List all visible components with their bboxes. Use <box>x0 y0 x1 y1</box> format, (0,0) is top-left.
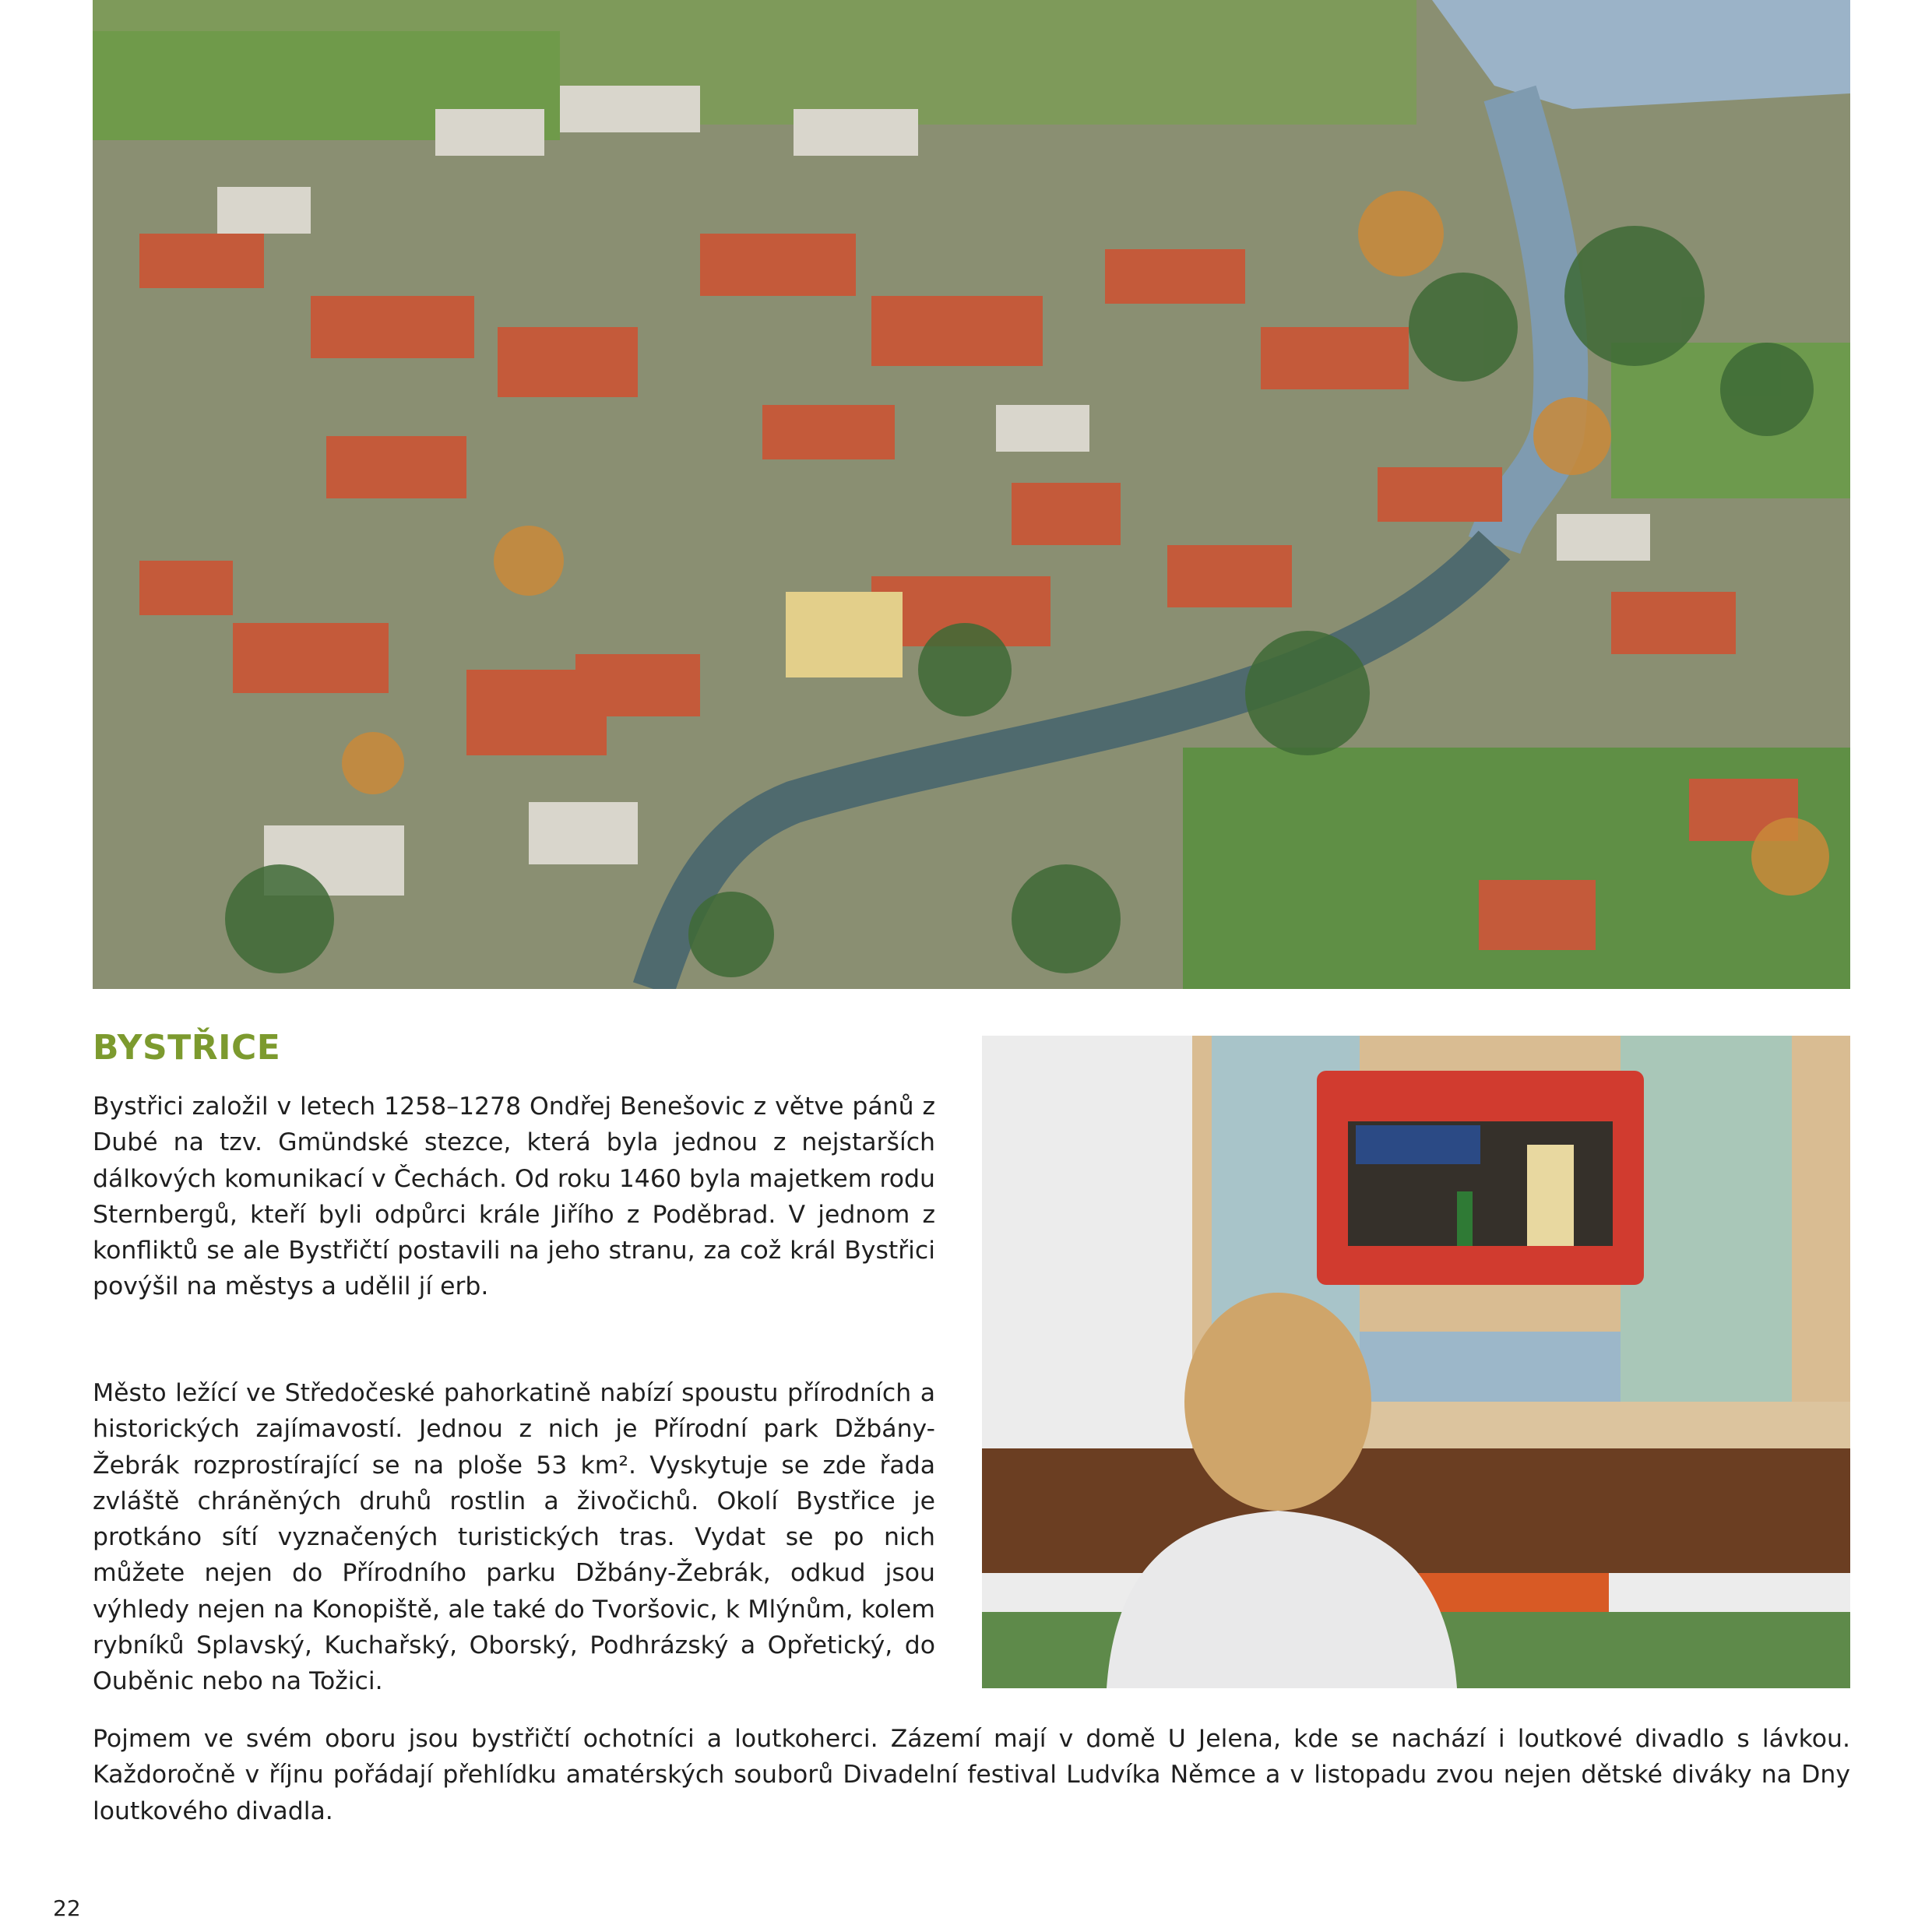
page-number: 22 <box>53 1895 81 1921</box>
body-paragraph-theatre: Pojmem ve svém oboru jsou bystřičtí ochotníci a loutkoherci. Zázemí mají v domě U Jelena, kde se nachází i loutkové divadlo s lávkou. Každoročně v říjnu pořádají přehlídku amatérských souborů Divadelní festival Ludvíka Němce a v listopadu zvou nejen dětské diváky na Dny loutkového divadla. <box>93 1725 1850 1825</box>
body-paragraph-nature: Město ležící ve Středočeské pahorkatině nabízí spoustu přírodních a historických zajímavostí. Jednou z nich je Přírodní park Džbány-Žebrák rozprostírající se na ploše 53 km². Vyskytuje se zde řada zvláště chráněných druhů rostlin a živočichů. Okolí Bystřice je protkáno sítí vyznačených turistických tras. Vydat se po nich můžete nejen do Přírodního parku Džbány-Žebrák, odkud jsou výhledy nejen na Konopiště, ale také do Tvoršovic, k Mlýnům, kolem rybníků Splavský, Kuchařský, Oborský, Podhrázský a Opřetický, do Ouběnic nebo na Tožici. <box>93 1379 935 1696</box>
puppet-theatre-photo <box>982 1036 1850 1688</box>
body-paragraph-history: Bystřici založil v letech 1258–1278 Ondřej Benešovic z větve pánů z Dubé na tzv. Gmündské stezce, která byla jednou z nejstarších dálkových komunikací v Čechách. Od roku 1460 byla majetkem rodu Sternbergů, kteří byli odpůrci krále Jiřího z Poděbrad. V jednom z konfliktů se ale Bystřičtí postavili na jeho stranu, za což král Bystřici povýšil na městys a udělil jí erb. <box>93 1093 935 1301</box>
section-title: BYSTŘICE <box>93 1028 281 1068</box>
aerial-town-photo <box>93 0 1850 989</box>
